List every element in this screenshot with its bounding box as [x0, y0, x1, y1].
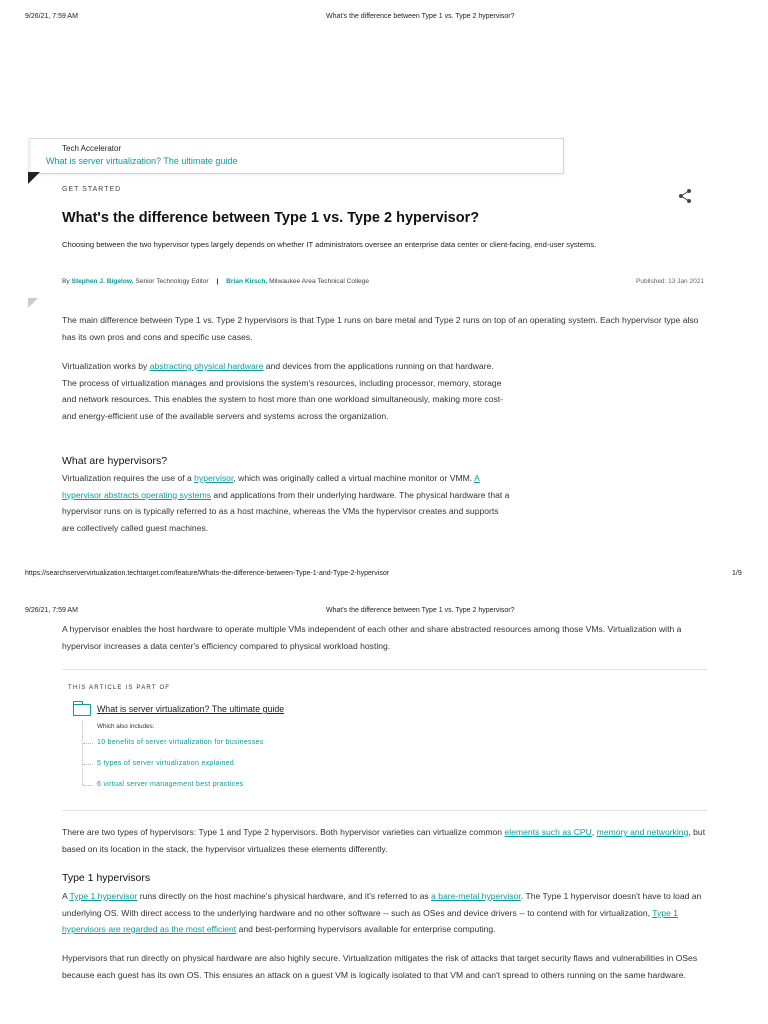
series-title-link[interactable]: What is server virtualization? The ultimate guide — [97, 704, 285, 714]
type1-text-a: A — [62, 891, 70, 901]
types-text-after: , but based on its location in the stack, the hypervisor virtualizes these elements differently. — [62, 827, 706, 854]
intro-paragraph: The main difference between Type 1 vs. Type 2 hypervisors is that Type 1 runs on bare metal and Type 2 runs on top of an operating system. Each hypervisor type also has its own pros and cons and specific use cases. — [62, 315, 699, 342]
tree-tick — [83, 785, 93, 787]
also-includes-label: Which also includes: — [97, 723, 155, 730]
memory-networking-link[interactable]: memory and networking — [596, 827, 689, 837]
tech-accelerator-kicker: Tech Accelerator — [62, 144, 122, 153]
article-subtitle: Choosing between the two hypervisor types largely depends on whether IT administrators oversee an enterprise data center or client-facing, end-user systems. — [62, 240, 597, 249]
author-link-2[interactable]: Brian Kirsch, — [226, 278, 268, 285]
published-date: Published: 13 Jan 2021 — [636, 278, 704, 285]
tree-tick — [83, 764, 93, 766]
p3-text-after: and applications from their underlying hardware. The physical hardware that a hypervisor runs on is typically referred to as a host machine, whereas the VMs the hypervisor creates and supports are collectively called guest machines. — [62, 489, 510, 533]
article-title: What's the difference between Type 1 vs. Type 2 hypervisor? — [62, 210, 480, 226]
type1-hypervisor-link[interactable]: Type 1 hypervisor — [69, 891, 138, 901]
corner-marker — [28, 172, 40, 184]
type1-text-mid1: runs directly on the host machine's physical hardware, and it's referred to as — [137, 891, 432, 901]
byline-separator: | — [216, 278, 219, 285]
hypervisor-link[interactable]: hypervisor — [194, 473, 234, 483]
most-efficient-link[interactable]: Type 1 hypervisors are regarded as the most efficient — [62, 907, 679, 934]
p3-text-mid: , which was originally called a virtual machine monitor or VMM. — [233, 473, 475, 483]
cpu-link[interactable]: elements such as CPU — [504, 827, 592, 837]
abstracting-hardware-link[interactable]: abstracting physical hardware — [149, 361, 264, 371]
heading-what-are-hypervisors: What are hypervisors? — [62, 455, 168, 467]
series-item-link[interactable]: 6 virtual server management best practices — [97, 781, 244, 788]
ultimate-guide-link[interactable]: What is server virtualization? The ultimate guide — [46, 156, 238, 166]
type1-paragraph — [62, 888, 712, 938]
bare-metal-link[interactable]: a bare-metal hypervisor — [431, 891, 521, 901]
byline — [62, 278, 369, 285]
byline-by: By — [62, 278, 70, 285]
author-link-1[interactable]: Stephen J. Bigelow, — [71, 278, 134, 285]
types-text-before: There are two types of hypervisors: Type 1 and Type 2 hypervisors. Both hypervisor varieties can virtualize common — [62, 827, 505, 837]
type1-text-mid2: . The Type 1 hypervisor doesn't have to load an underlying OS. With direct access to the underlying hardware and no other software -- such as OSes and device drivers -- to contend with for virtualization, — [62, 891, 702, 918]
print-header-title: What's the difference between Type 1 vs. Type 2 hypervisor? — [326, 13, 515, 20]
types-comma: , — [591, 827, 597, 837]
print-footer-url: https://searchservervirtualization.techtarget.com/feature/Whats-the-difference-between-Type-1-and-Type-2-hypervisor — [25, 570, 390, 577]
abstracts-os-link[interactable]: A hypervisor abstracts operating systems — [62, 473, 480, 500]
type1-text-after: and best-performing hypervisors available for enterprise computing. — [236, 924, 496, 934]
author-2-role: Milwaukee Area Technical College — [269, 278, 370, 285]
corner-marker-gray — [28, 298, 38, 308]
share-icon[interactable] — [677, 188, 693, 204]
author-1-role: Senior Technology Editor — [135, 278, 209, 285]
divider-bottom — [62, 810, 707, 811]
types-paragraph — [62, 824, 712, 857]
print-page-number: 1/9 — [732, 570, 742, 577]
heading-type1-hypervisors: Type 1 hypervisors — [62, 872, 151, 884]
folder-icon — [73, 704, 91, 716]
virtualization-paragraph — [62, 358, 507, 424]
hypervisor-paragraph — [62, 470, 510, 536]
tech-accelerator-card — [28, 138, 564, 174]
part-of-label: THIS ARTICLE IS PART OF — [68, 685, 171, 691]
tree-tick — [83, 743, 93, 745]
p2-text-before: Virtualization works by — [62, 361, 150, 371]
print-header-title-2: What's the difference between Type 1 vs. Type 2 hypervisor? — [326, 607, 515, 614]
divider-top — [62, 669, 707, 670]
p2-text-after: and devices from the applications running on that hardware. The process of virtualization manages and provisions the system's resources, including processor, memory, storage and network resources. This enables the system to host more than one workload simultaneously, making more cost- and energy-efficient use of the available servers and systems across the organization. — [62, 361, 504, 421]
print-header-date-2: 9/26/21, 7:59 AM — [25, 607, 78, 614]
continued-paragraph: A hypervisor enables the host hardware to operate multiple VMs independent of each other and share abstracted resources among those VMs. Virtualization with a hypervisor increases a data center's efficiency compared to physical workload hosting. — [62, 624, 682, 651]
series-item-link[interactable]: 5 types of server virtualization explained — [97, 760, 235, 767]
article-kicker: GET STARTED — [62, 186, 122, 193]
print-header-date: 9/26/21, 7:59 AM — [25, 13, 78, 20]
tree-connector — [82, 720, 84, 785]
secure-paragraph: Hypervisors that run directly on physical hardware are also highly secure. Virtualization mitigates the risk of attacks that target security flaws and vulnerabilities in OSes because each guest has its own OS. This ensures an attack on a guest VM is logically isolated to that VM and can't spread to others running on the same hardware. — [62, 953, 698, 980]
p3-text-before: Virtualization requires the use of a — [62, 473, 195, 483]
series-item-link[interactable]: 10 benefits of server virtualization for businesses — [97, 739, 264, 746]
